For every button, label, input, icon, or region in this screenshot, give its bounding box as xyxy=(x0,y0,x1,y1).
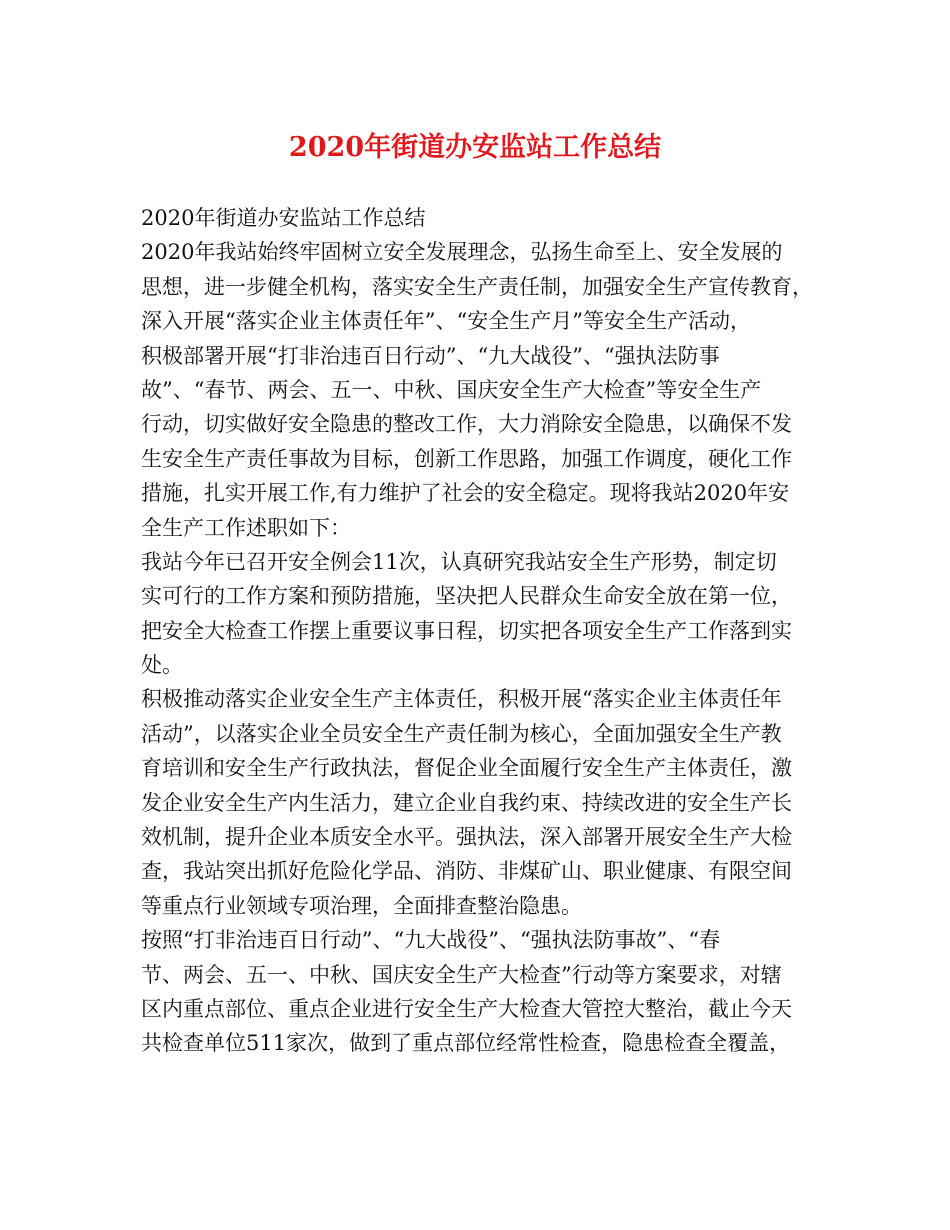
text-line: 把安全大检查工作摆上重要议事日程，切实把各项安全生产工作落到实 xyxy=(141,618,792,643)
document-title: 2020年街道办安监站工作总结 xyxy=(288,132,662,163)
text-line: 实可行的工作方案和预防措施，坚决把人民群众生命安全放在第一位， xyxy=(141,584,792,609)
text-line: 积极推动落实企业安全生产主体责任，积极开展“落实企业主体责任年 xyxy=(141,687,782,712)
text-line: 全生产工作述职如下： xyxy=(141,515,351,540)
text-line: 深入开展“落实企业主体责任年”、“安全生产月”等安全生产活动， xyxy=(141,309,751,334)
text-line: 思想，进一步健全机构，落实安全生产责任制，加强安全生产宣传教育， xyxy=(141,274,813,299)
text-line: 行动，切实做好安全隐患的整改工作，大力消除安全隐患，以确保不发 xyxy=(141,412,792,437)
text-line: 发企业安全生产内生活力，建立企业自我约束、持续改进的安全生产长 xyxy=(141,790,792,815)
text-line: 2020年我站始终牢固树立安全发展理念，弘扬生命至上、安全发展的 xyxy=(141,240,783,265)
text-line: 育培训和安全生产行政执法，督促企业全面履行安全生产主体责任，激 xyxy=(141,756,792,781)
text-line: 积极部署开展“打非治违百日行动”、“九大战役”、“强执法防事 xyxy=(141,343,720,368)
text-line: 等重点行业领域专项治理，全面排查整治隐患。 xyxy=(141,893,582,918)
text-line: 节、两会、五一、中秋、国庆安全生产大检查”行动等方案要求，对辖 xyxy=(141,962,782,987)
text-line: 查，我站突出抓好危险化学品、消防、非煤矿山、职业健康、有限空间 xyxy=(141,859,792,884)
text-line: 共检查单位511家次，做到了重点部位经常性检查，隐患检查全覆盖， xyxy=(141,1031,791,1056)
text-line: 2020年街道办安监站工作总结 xyxy=(141,206,426,230)
text-line: 生安全生产责任事故为目标，创新工作思路，加强工作调度，硬化工作 xyxy=(141,446,792,471)
text-line: 活动”，以落实企业全员安全生产责任制为核心，全面加强安全生产教 xyxy=(141,721,782,746)
text-line: 区内重点部位、重点企业进行安全生产大检查大管控大整治，截止今天 xyxy=(141,996,792,1021)
text-line: 我站今年已召开安全例会11次，认真研究我站安全生产形势，制定切 xyxy=(141,549,777,574)
text-line: 措施，扎实开展工作,有力维护了社会的安全稳定。现将我站2020年安 xyxy=(141,481,790,506)
text-line: 故”、“春节、两会、五一、中秋、国庆安全生产大检查”等安全生产 xyxy=(141,377,762,402)
text-line: 处。 xyxy=(141,653,183,678)
document-body xyxy=(141,201,821,1061)
text-line: 按照“打非治违百日行动”、“九大战役”、“强执法防事故”、“春 xyxy=(141,928,721,953)
text-line: 效机制，提升企业本质安全水平。强执法，深入部署开展安全生产大检 xyxy=(141,825,792,850)
